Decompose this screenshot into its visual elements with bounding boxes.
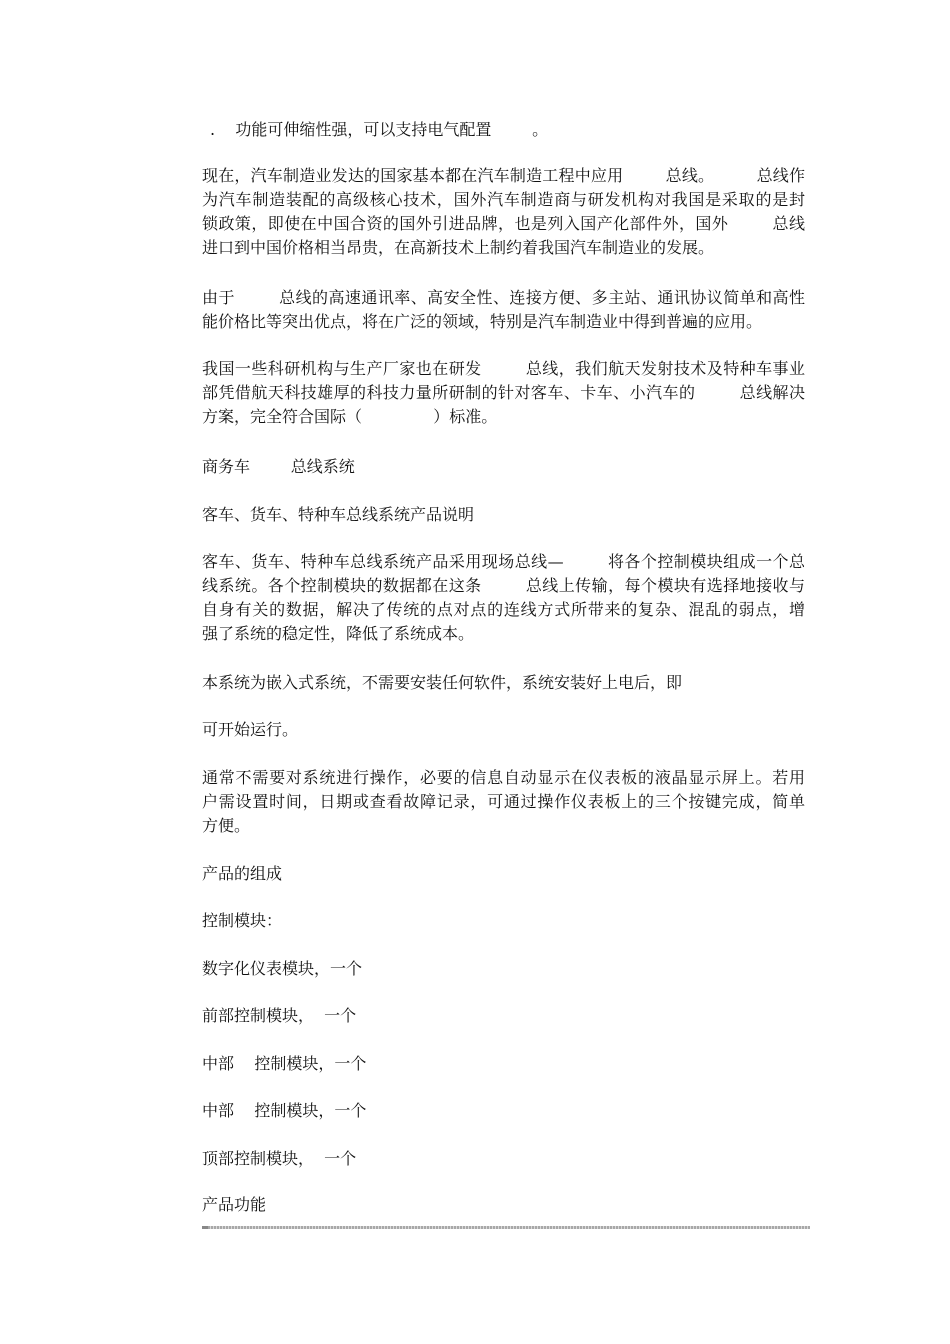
- paragraph-line: 部凭借航天科技雄厚的科技力量所研制的针对客车、卡车、小汽车的 总线解决: [202, 383, 805, 402]
- heading-line: 商务车 总线系统: [202, 457, 355, 476]
- paragraph-line: 自身有关的数据，解决了传统的点对点的连线方式所带来的复杂、混乱的弱点，增: [202, 600, 805, 619]
- divider-dash: [202, 1226, 208, 1229]
- paragraph-line: 本系统为嵌入式系统，不需要安装任何软件，系统安装好上电后，即: [202, 673, 683, 692]
- paragraph-line: 方案，完全符合国际（ ）标准。: [202, 407, 498, 426]
- paragraph-line: 进口到中国价格相当昂贵，在高新技术上制约着我国汽车制造业的发展。: [202, 238, 715, 257]
- paragraph-line: 可开始运行。: [202, 720, 299, 739]
- paragraph-line: 为汽车制造装配的高级核心技术，国外汽车制造商与研发机构对我国是采取的是封: [202, 190, 805, 209]
- paragraph-line: 方便。: [202, 816, 251, 835]
- list-item: 前部控制模块， 一个: [202, 1006, 357, 1025]
- paragraph-line: 户需设置时间，日期或查看故障记录，可通过操作仪表板上的三个按键完成，简单: [202, 792, 805, 811]
- list-item: 中部 控制模块，一个: [202, 1101, 367, 1120]
- heading-line: 产品的组成: [202, 864, 283, 883]
- list-item: 数字化仪表模块，一个: [202, 959, 363, 978]
- footer-divider: [202, 1226, 810, 1229]
- paragraph-line: 强了系统的稳定性，降低了系统成本。: [202, 624, 475, 643]
- list-item: 顶部控制模块， 一个: [202, 1149, 357, 1168]
- list-heading: 控制模块：: [202, 911, 283, 930]
- paragraph-line: 我国一些科研机构与生产厂家也在研发 总线，我们航天发射技术及特种车事业: [202, 359, 805, 378]
- list-item: 中部 控制模块，一个: [202, 1054, 367, 1073]
- paragraph-line: 能价格比等突出优点，将在广泛的领域，特别是汽车制造业中得到普遍的应用。: [202, 312, 763, 331]
- paragraph-line: 通常不需要对系统进行操作，必要的信息自动显示在仪表板的液晶显示屏上。若用: [202, 768, 805, 787]
- paragraph-line: 客车、货车、特种车总线系统产品采用现场总线— 将各个控制模块组成一个总: [202, 552, 805, 571]
- bullet-line: . 功能可伸缩性强，可以支持电气配置 。: [210, 120, 549, 139]
- heading-line: 客车、货车、特种车总线系统产品说明: [202, 505, 475, 524]
- paragraph-line: 现在，汽车制造业发达的国家基本都在汽车制造工程中应用 总线。 总线作: [202, 166, 805, 185]
- paragraph-line: 锁政策，即使在中国合资的国外引进品牌，也是列入国产化部件外，国外 总线: [202, 214, 805, 233]
- paragraph-line: 线系统。各个控制模块的数据都在这条 总线上传输，每个模块有选择地接收与: [202, 576, 805, 595]
- paragraph-line: 由于 总线的高速通讯率、高安全性、连接方便、多主站、通讯协议简单和高性: [202, 288, 805, 307]
- heading-line: 产品功能: [202, 1195, 267, 1214]
